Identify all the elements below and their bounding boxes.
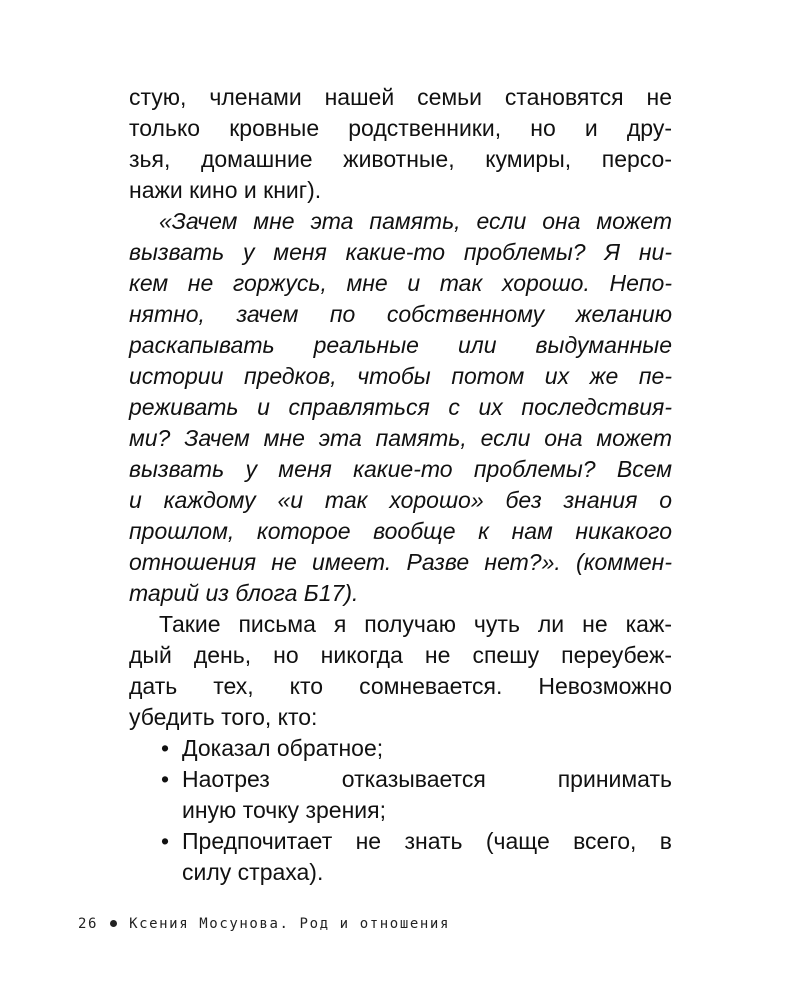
text-line: кем не горжусь, мне и так хорошо. Непо- xyxy=(129,270,672,296)
text-line: Такие письма я получаю чуть ли не каж- xyxy=(159,611,672,637)
text-line: и каждому «и так хорошо» без знания о xyxy=(129,487,672,513)
text-line: вызвать у меня какие-то проблемы? Всем xyxy=(129,456,672,482)
paragraph-2 xyxy=(129,609,672,733)
bullet-icon: • xyxy=(161,766,170,792)
text-line: нажи кино и книг). xyxy=(129,177,322,203)
text-line: дый день, но никогда не спешу переубеж- xyxy=(129,642,672,668)
list-item xyxy=(129,826,672,888)
quote-paragraph xyxy=(129,206,672,609)
bullet-icon: • xyxy=(161,828,170,854)
list-item-text: иную точку зрения; xyxy=(182,797,386,823)
bullet-icon: • xyxy=(161,735,170,761)
text-line: тарий из блога Б17). xyxy=(129,580,359,606)
page-body-text xyxy=(129,82,672,888)
page-footer xyxy=(78,916,450,932)
text-line: дать тех, кто сомневается. Невозможно xyxy=(129,673,672,699)
list-item xyxy=(129,764,672,826)
text-line: отношения не имеет. Разве нет?». (коммен- xyxy=(129,549,672,575)
list-item-text: силу страха). xyxy=(182,859,324,885)
list-item-text: Доказал обратное; xyxy=(182,735,384,761)
bullet-list xyxy=(129,733,672,888)
separator-dot-icon xyxy=(110,920,117,927)
text-line: вызвать у меня какие-то проблемы? Я ни- xyxy=(129,239,672,265)
page-number: 26 xyxy=(78,916,99,932)
list-item-text: Предпочитает не знать (чаще всего, в xyxy=(182,828,672,854)
text-line: стую, членами нашей семьи становятся не xyxy=(129,84,672,110)
paragraph-1 xyxy=(129,82,672,206)
text-line: нятно, зачем по собственному желанию xyxy=(129,301,672,327)
text-line: реживать и справляться с их последствия- xyxy=(129,394,672,420)
text-line: раскапывать реальные или выдуманные xyxy=(129,332,672,358)
text-line: истории предков, чтобы потом их же пе- xyxy=(129,363,672,389)
running-title: Ксения Мосунова. Род и отношения xyxy=(129,916,450,932)
text-line: «Зачем мне эта память, если она может xyxy=(159,208,672,234)
text-line: ми? Зачем мне эта память, если она может xyxy=(129,425,672,451)
list-item-text: Наотрез отказывается принимать xyxy=(182,766,672,792)
text-line: убедить того, кто: xyxy=(129,704,318,730)
text-line: зья, домашние животные, кумиры, персо- xyxy=(129,146,672,172)
list-item xyxy=(129,733,672,764)
text-line: только кровные родственники, но и дру- xyxy=(129,115,672,141)
text-line: прошлом, которое вообще к нам никакого xyxy=(129,518,672,544)
